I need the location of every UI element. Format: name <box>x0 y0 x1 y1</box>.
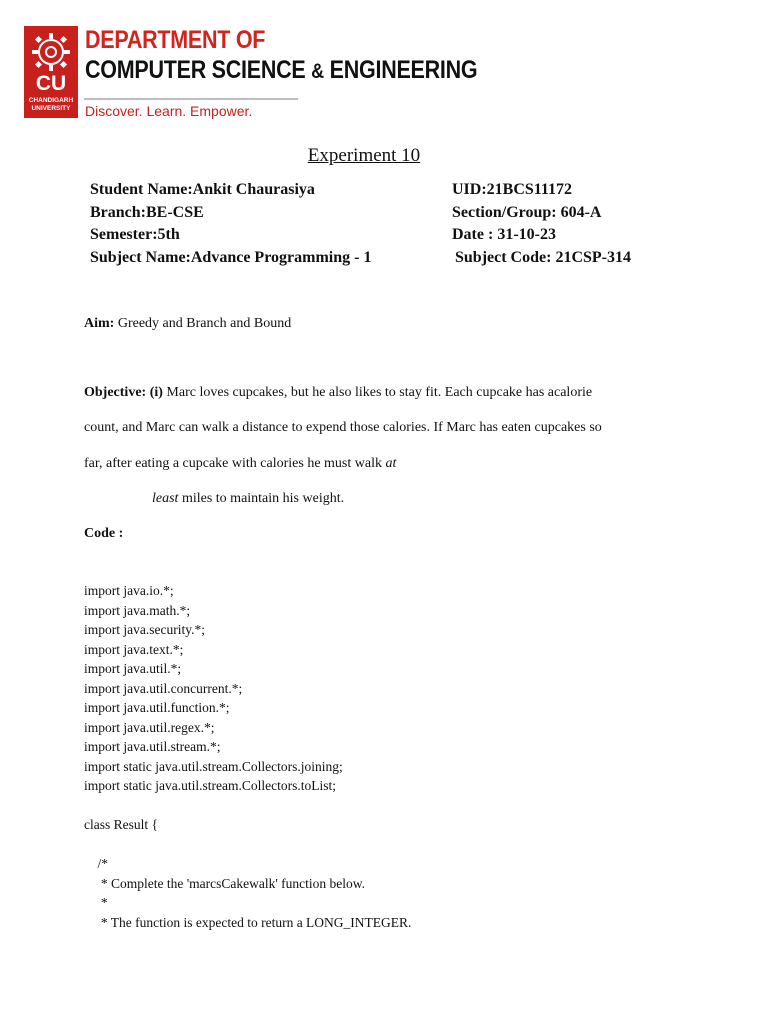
code-line: import java.text.*; <box>84 641 184 657</box>
header-divider <box>84 98 298 100</box>
objective-text-3: far, after eating a cupcake with calories he must walk <box>84 456 386 471</box>
dept-line2-part-a: COMPUTER SCIENCE <box>85 56 312 84</box>
info-row <box>90 181 690 204</box>
section-group: Section/Group: 604-A <box>452 203 602 221</box>
logo-subtext: CHANDIGARH UNIVERSITY <box>28 97 74 112</box>
objective-line-3 <box>84 456 396 472</box>
code-line: import static java.util.stream.Collectors.joining; <box>84 758 343 774</box>
gear-emblem-icon <box>27 30 75 74</box>
department-title-line2 <box>85 56 477 85</box>
info-row <box>90 249 690 272</box>
branch: Branch:BE-CSE <box>90 203 204 221</box>
code-line: * Complete the 'marcsCakewalk' function below. <box>84 875 366 891</box>
header <box>24 26 478 122</box>
code-line: class Result { <box>84 817 158 832</box>
objective-line-2: count, and Marc can walk a distance to expend those calories. If Marc has eaten cupcakes so <box>84 420 602 435</box>
aim-label: Aim: <box>84 316 115 331</box>
page-title: Experiment 10 <box>307 145 421 166</box>
code-line: import java.util.concurrent.*; <box>84 680 243 696</box>
dept-line2-ampersand: & <box>311 60 324 83</box>
dept-line2-part-b: ENGINEERING <box>323 56 478 84</box>
code-label: Code : <box>84 526 124 541</box>
subject-name: Subject Name:Advance Programming - 1 <box>90 248 372 266</box>
student-name: Student Name:Ankit Chaurasiya <box>90 181 315 198</box>
uid: UID:21BCS11172 <box>452 181 573 198</box>
objective-line-4 <box>152 491 344 507</box>
objective-line-1 <box>84 385 592 401</box>
student-info-block <box>90 181 690 271</box>
university-logo <box>24 26 78 118</box>
code-line: * The function is expected to return a LONG_INTEGER. <box>84 914 412 930</box>
info-row <box>90 226 690 249</box>
code-line: import static java.util.stream.Collectors.toList; <box>84 778 336 793</box>
code-line: import java.util.*; <box>84 661 182 676</box>
info-row <box>90 204 690 227</box>
objective-italic-at: at <box>385 456 397 471</box>
code-line: /* <box>84 856 109 871</box>
code-line: * <box>84 895 108 910</box>
department-title-line1: DEPARTMENT OF <box>85 26 266 54</box>
objective-italic-least: least <box>152 491 179 506</box>
code-block <box>84 581 411 932</box>
code-line <box>84 796 411 816</box>
logo-text: CU <box>35 72 67 95</box>
tagline: Discover. Learn. Empower. <box>85 103 253 119</box>
aim-paragraph <box>84 316 291 332</box>
aim-text: Greedy and Branch and Bound <box>114 316 292 331</box>
objective-text-1: Marc loves cupcakes, but he also likes to stay fit. Each cupcake has acalorie <box>162 385 593 400</box>
code-line: import java.math.*; <box>84 602 191 618</box>
semester: Semester:5th <box>90 226 180 243</box>
code-line: import java.util.function.*; <box>84 700 230 715</box>
code-line: import java.util.stream.*; <box>84 739 221 754</box>
objective-text-4: miles to maintain his weight. <box>178 491 345 506</box>
code-line: import java.util.regex.*; <box>84 719 215 735</box>
objective-label: Objective: (i) <box>84 385 163 400</box>
date: Date : 31-10-23 <box>452 226 556 243</box>
code-line: import java.io.*; <box>84 583 174 598</box>
subject-code: Subject Code: 21CSP-314 <box>455 248 631 266</box>
code-line: import java.security.*; <box>84 622 205 637</box>
code-line <box>84 835 411 855</box>
